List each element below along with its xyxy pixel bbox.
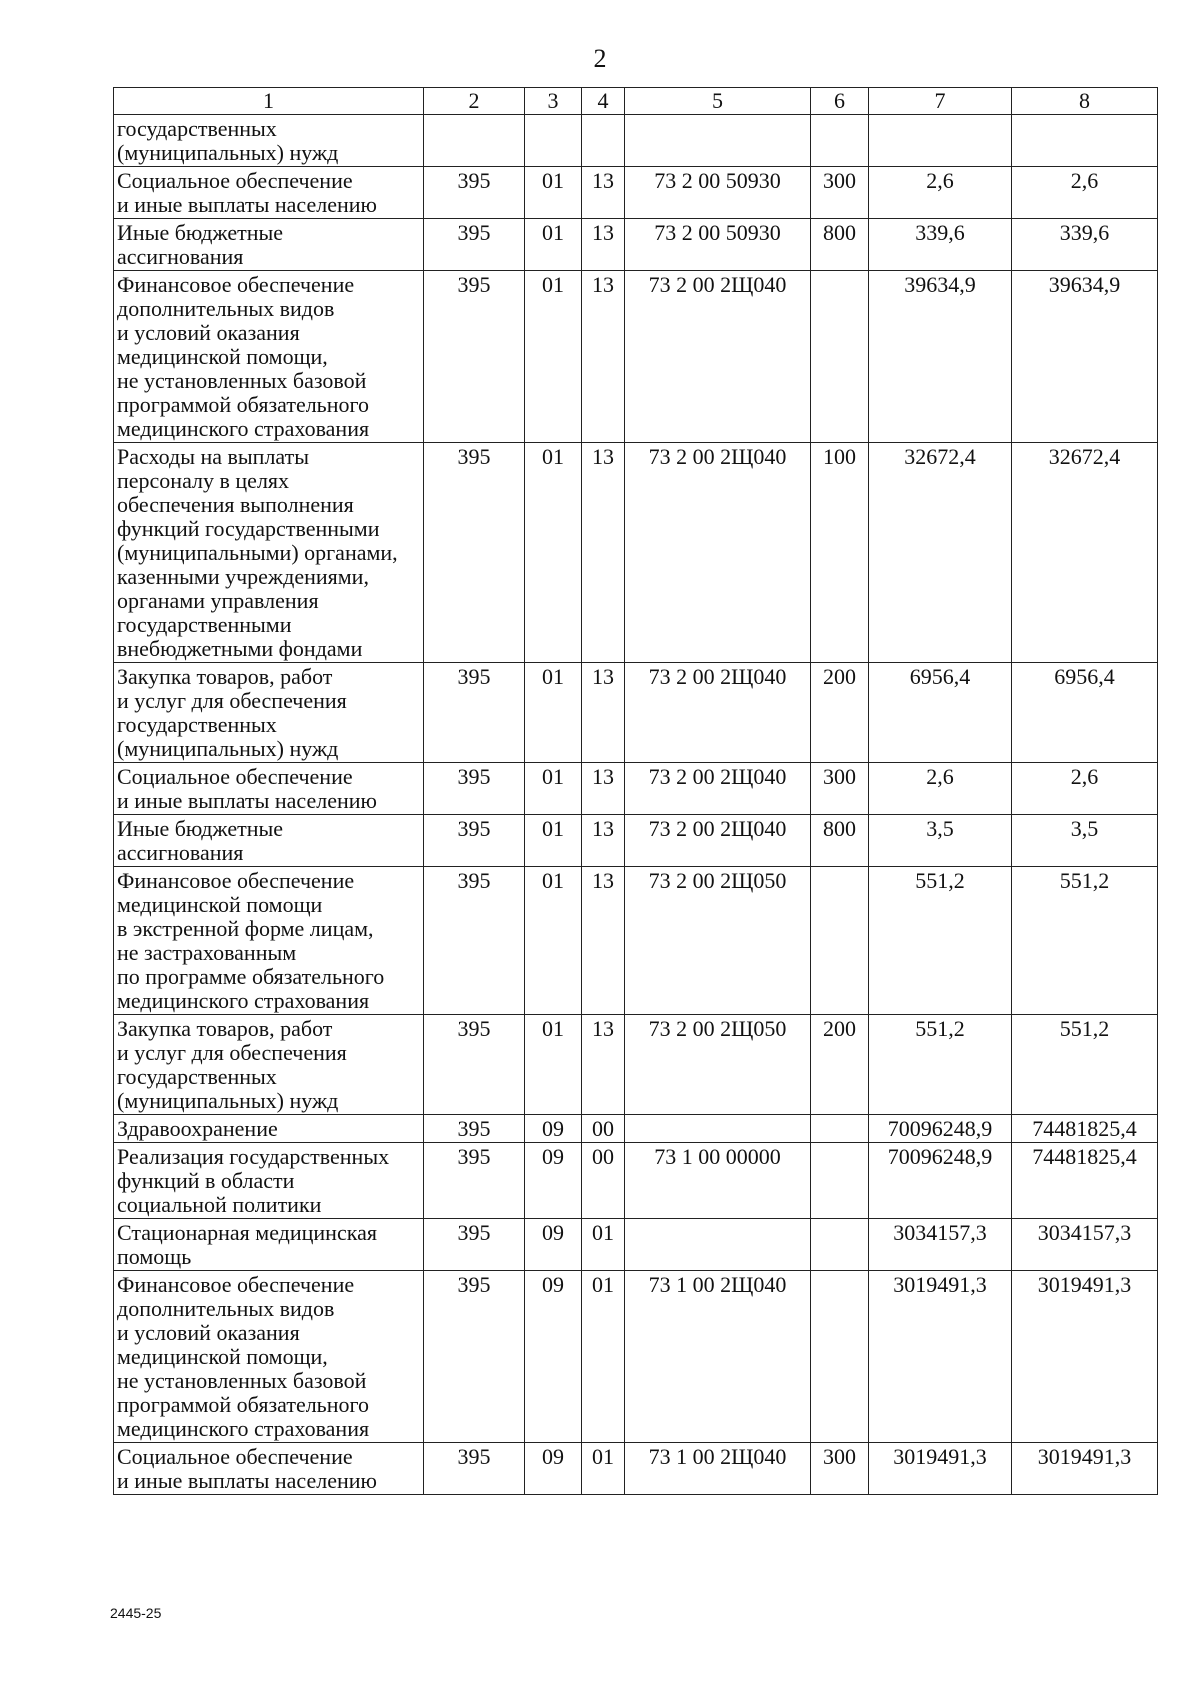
row-target-article-cell: 73 2 00 2Щ040	[625, 815, 811, 867]
row-section-cell: 01	[525, 219, 582, 271]
row-amount-1-cell: 551,2	[869, 867, 1012, 1015]
row-subsection-cell: 13	[582, 167, 625, 219]
column-header-3: 3	[525, 88, 582, 115]
row-section-cell: 09	[525, 1271, 582, 1443]
row-amount-2-cell: 3019491,3	[1012, 1443, 1158, 1495]
row-section-cell: 01	[525, 1015, 582, 1115]
table-header-row	[114, 88, 1158, 115]
column-header-2: 2	[424, 88, 525, 115]
row-gr-code-cell: 395	[424, 867, 525, 1015]
row-gr-code-cell: 395	[424, 271, 525, 443]
row-target-article-cell: 73 1 00 2Щ040	[625, 1271, 811, 1443]
page-number: 2	[593, 44, 607, 73]
row-gr-code-cell: 395	[424, 1443, 525, 1495]
row-amount-2-cell: 74481825,4	[1012, 1115, 1158, 1143]
row-target-article-cell: 73 2 00 2Щ050	[625, 867, 811, 1015]
row-name-cell: Иные бюджетные ассигнования	[114, 815, 424, 867]
table-row	[114, 763, 1158, 815]
row-subsection-cell: 01	[582, 1271, 625, 1443]
row-section-cell	[525, 115, 582, 167]
row-target-article-cell: 73 2 00 2Щ050	[625, 1015, 811, 1115]
row-amount-2-cell: 551,2	[1012, 1015, 1158, 1115]
row-target-article-cell	[625, 1115, 811, 1143]
row-name-cell: Социальное обеспечение и иные выплаты населению	[114, 763, 424, 815]
row-name-cell: государственных (муниципальных) нужд	[114, 115, 424, 167]
row-amount-2-cell: 32672,4	[1012, 443, 1158, 663]
row-subsection-cell: 13	[582, 763, 625, 815]
row-gr-code-cell: 395	[424, 1219, 525, 1271]
table-row	[114, 1443, 1158, 1495]
row-subsection-cell: 00	[582, 1143, 625, 1219]
row-amount-2-cell: 3019491,3	[1012, 1271, 1158, 1443]
row-target-article-cell: 73 2 00 2Щ040	[625, 763, 811, 815]
row-amount-1-cell: 551,2	[869, 1015, 1012, 1115]
row-expense-type-cell: 200	[811, 663, 869, 763]
row-expense-type-cell	[811, 1271, 869, 1443]
row-name-cell: Социальное обеспечение и иные выплаты населению	[114, 167, 424, 219]
row-expense-type-cell: 300	[811, 763, 869, 815]
budget-table	[113, 87, 1158, 1495]
table-row	[114, 1115, 1158, 1143]
row-amount-1-cell: 3019491,3	[869, 1271, 1012, 1443]
row-target-article-cell	[625, 1219, 811, 1271]
row-subsection-cell: 13	[582, 663, 625, 763]
row-amount-1-cell: 3019491,3	[869, 1443, 1012, 1495]
row-section-cell: 01	[525, 663, 582, 763]
row-target-article-cell	[625, 115, 811, 167]
row-amount-1-cell: 32672,4	[869, 443, 1012, 663]
row-section-cell: 01	[525, 763, 582, 815]
row-section-cell: 01	[525, 271, 582, 443]
row-expense-type-cell	[811, 1115, 869, 1143]
row-amount-1-cell: 70096248,9	[869, 1115, 1012, 1143]
row-section-cell: 01	[525, 867, 582, 1015]
row-expense-type-cell: 100	[811, 443, 869, 663]
row-amount-2-cell: 3034157,3	[1012, 1219, 1158, 1271]
row-expense-type-cell	[811, 1219, 869, 1271]
row-target-article-cell: 73 2 00 2Щ040	[625, 663, 811, 763]
table-row	[114, 115, 1158, 167]
row-gr-code-cell: 395	[424, 1143, 525, 1219]
column-header-5: 5	[625, 88, 811, 115]
row-section-cell: 09	[525, 1443, 582, 1495]
table-row	[114, 1219, 1158, 1271]
row-name-cell: Реализация государственных функций в области социальной политики	[114, 1143, 424, 1219]
row-name-cell: Иные бюджетные ассигнования	[114, 219, 424, 271]
row-name-cell: Финансовое обеспечение дополнительных видов и условий оказания медицинской помощи, не установленных базовой программой обязательного медицинского страхования	[114, 271, 424, 443]
row-section-cell: 01	[525, 815, 582, 867]
row-amount-1-cell: 70096248,9	[869, 1143, 1012, 1219]
row-gr-code-cell: 395	[424, 167, 525, 219]
row-amount-2-cell: 3,5	[1012, 815, 1158, 867]
column-header-8: 8	[1012, 88, 1158, 115]
row-expense-type-cell: 300	[811, 167, 869, 219]
row-expense-type-cell	[811, 115, 869, 167]
row-name-cell: Закупка товаров, работ и услуг для обеспечения государственных (муниципальных) нужд	[114, 663, 424, 763]
row-amount-2-cell: 6956,4	[1012, 663, 1158, 763]
table-body	[114, 115, 1158, 1495]
row-amount-1-cell	[869, 115, 1012, 167]
row-gr-code-cell: 395	[424, 219, 525, 271]
row-gr-code-cell: 395	[424, 443, 525, 663]
row-gr-code-cell: 395	[424, 1015, 525, 1115]
row-amount-1-cell: 3,5	[869, 815, 1012, 867]
row-amount-1-cell: 3034157,3	[869, 1219, 1012, 1271]
row-amount-2-cell: 39634,9	[1012, 271, 1158, 443]
row-target-article-cell: 73 1 00 00000	[625, 1143, 811, 1219]
table-row	[114, 1143, 1158, 1219]
row-section-cell: 01	[525, 167, 582, 219]
row-target-article-cell: 73 2 00 50930	[625, 167, 811, 219]
table-row	[114, 663, 1158, 763]
row-subsection-cell: 13	[582, 1015, 625, 1115]
row-target-article-cell: 73 1 00 2Щ040	[625, 1443, 811, 1495]
row-amount-1-cell: 2,6	[869, 763, 1012, 815]
table-row	[114, 167, 1158, 219]
row-subsection-cell: 01	[582, 1443, 625, 1495]
row-gr-code-cell: 395	[424, 1115, 525, 1143]
row-expense-type-cell: 800	[811, 815, 869, 867]
row-subsection-cell: 01	[582, 1219, 625, 1271]
row-gr-code-cell: 395	[424, 763, 525, 815]
row-gr-code-cell: 395	[424, 1271, 525, 1443]
table-row	[114, 219, 1158, 271]
row-gr-code-cell: 395	[424, 663, 525, 763]
document-code: 2445-25	[110, 1605, 162, 1621]
row-amount-2-cell	[1012, 115, 1158, 167]
row-amount-2-cell: 551,2	[1012, 867, 1158, 1015]
row-subsection-cell: 13	[582, 443, 625, 663]
row-section-cell: 09	[525, 1115, 582, 1143]
row-expense-type-cell	[811, 867, 869, 1015]
column-header-1: 1	[114, 88, 424, 115]
table-row	[114, 271, 1158, 443]
table-row	[114, 867, 1158, 1015]
row-subsection-cell: 13	[582, 867, 625, 1015]
row-name-cell: Стационарная медицинская помощь	[114, 1219, 424, 1271]
column-header-7: 7	[869, 88, 1012, 115]
table-row	[114, 1271, 1158, 1443]
row-name-cell: Финансовое обеспечение медицинской помощи в экстренной форме лицам, не застрахованным по программе обязательного медицинского страхования	[114, 867, 424, 1015]
row-section-cell: 01	[525, 443, 582, 663]
row-subsection-cell: 13	[582, 271, 625, 443]
row-amount-2-cell: 339,6	[1012, 219, 1158, 271]
row-expense-type-cell: 200	[811, 1015, 869, 1115]
row-target-article-cell: 73 2 00 2Щ040	[625, 443, 811, 663]
table-row	[114, 815, 1158, 867]
row-target-article-cell: 73 2 00 50930	[625, 219, 811, 271]
row-amount-2-cell: 2,6	[1012, 167, 1158, 219]
table-row	[114, 1015, 1158, 1115]
row-name-cell: Здравоохранение	[114, 1115, 424, 1143]
row-amount-1-cell: 6956,4	[869, 663, 1012, 763]
row-subsection-cell: 13	[582, 815, 625, 867]
row-name-cell: Закупка товаров, работ и услуг для обеспечения государственных (муниципальных) нужд	[114, 1015, 424, 1115]
row-gr-code-cell	[424, 115, 525, 167]
row-amount-2-cell: 2,6	[1012, 763, 1158, 815]
row-expense-type-cell: 300	[811, 1443, 869, 1495]
table-row	[114, 443, 1158, 663]
row-amount-1-cell: 339,6	[869, 219, 1012, 271]
row-section-cell: 09	[525, 1219, 582, 1271]
row-amount-1-cell: 39634,9	[869, 271, 1012, 443]
column-header-6: 6	[811, 88, 869, 115]
row-subsection-cell	[582, 115, 625, 167]
row-gr-code-cell: 395	[424, 815, 525, 867]
row-target-article-cell: 73 2 00 2Щ040	[625, 271, 811, 443]
row-expense-type-cell: 800	[811, 219, 869, 271]
row-name-cell: Расходы на выплаты персоналу в целях обеспечения выполнения функций государственными (муниципальными) органами, казенными учреждениями, органами управления государственными внебюджетными фондами	[114, 443, 424, 663]
row-expense-type-cell	[811, 1143, 869, 1219]
row-name-cell: Финансовое обеспечение дополнительных видов и условий оказания медицинской помощи, не установленных базовой программой обязательного медицинского страхования	[114, 1271, 424, 1443]
row-subsection-cell: 13	[582, 219, 625, 271]
row-name-cell: Социальное обеспечение и иные выплаты населению	[114, 1443, 424, 1495]
row-amount-1-cell: 2,6	[869, 167, 1012, 219]
row-expense-type-cell	[811, 271, 869, 443]
row-subsection-cell: 00	[582, 1115, 625, 1143]
row-section-cell: 09	[525, 1143, 582, 1219]
row-amount-2-cell: 74481825,4	[1012, 1143, 1158, 1219]
column-header-4: 4	[582, 88, 625, 115]
